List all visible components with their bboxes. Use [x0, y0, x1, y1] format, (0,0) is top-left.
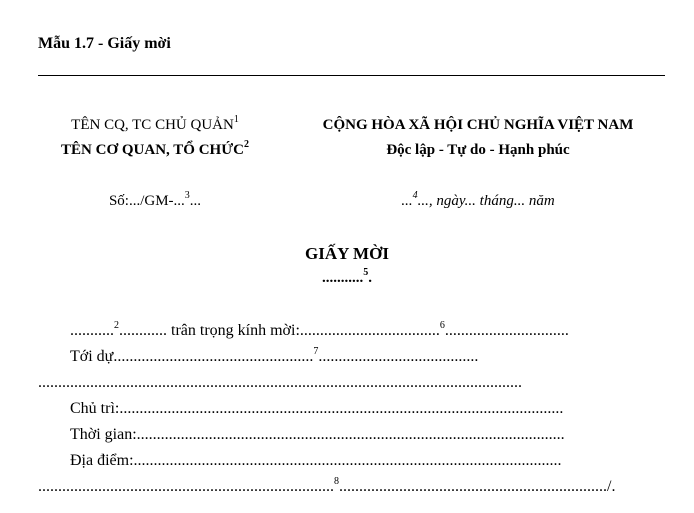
footnote-7: 7	[313, 345, 319, 357]
date-suffix: ..., ngày... tháng... năm	[417, 193, 555, 209]
subtitle-right: .	[368, 270, 372, 286]
form-code: Mẫu 1.7 - Giấy mời	[38, 35, 171, 52]
national-motto: Độc lập - Tự do - Hạnh phúc	[386, 142, 570, 158]
document-title: GIẤY MỜI	[305, 244, 389, 263]
agency-line	[40, 139, 270, 159]
footnote-3: 3	[184, 190, 190, 201]
document-subtitle	[0, 267, 694, 287]
chair-line: Chủ trì:...............................................................................................................	[70, 400, 564, 417]
document-date	[288, 190, 668, 210]
invite-phrase: ............ trân trọng kính mời:...................................	[119, 322, 440, 339]
invitee-blank: ...............................	[444, 322, 569, 339]
closing-line	[38, 475, 616, 496]
closing-blank-a: ..........................................................................	[38, 478, 334, 495]
time-line: Thời gian:...........................................................................................................	[70, 426, 565, 443]
event-blank: ........................................	[318, 348, 479, 365]
event-continuation-line: .........................................................................................................................	[38, 374, 522, 391]
agency-label: TÊN CƠ QUAN, TỔ CHỨC	[61, 142, 244, 158]
invitation-line	[70, 319, 569, 340]
header-divider	[38, 75, 665, 76]
number-prefix: Số:.../GM-...	[108, 193, 185, 209]
event-label: Tới dự..................................................	[70, 348, 314, 365]
footnote-4: 4	[412, 190, 418, 201]
date-prefix: ...	[401, 193, 413, 209]
footnote-8: 8	[334, 475, 339, 487]
subtitle-left: ...........	[322, 270, 364, 286]
number-suffix: ...	[189, 193, 202, 209]
footnote-2-body: 2	[114, 319, 119, 331]
national-title: CỘNG HÒA XÃ HỘI CHỦ NGHĨA VIỆT NAM	[322, 117, 634, 133]
footnote-1: 1	[233, 114, 239, 125]
footnote-5: 5	[363, 267, 369, 278]
document-number	[40, 190, 270, 210]
event-line	[70, 345, 479, 366]
parent-agency-label: TÊN CQ, TC CHỦ QUẢN	[71, 117, 234, 133]
inviter-blank: ...........	[70, 322, 114, 339]
footnote-6: 6	[439, 319, 445, 331]
parent-agency-line	[40, 114, 270, 134]
footnote-2: 2	[243, 139, 249, 150]
location-line: Địa điểm:...........................................................................................................	[70, 452, 562, 469]
closing-blank-b: .................................................................../.	[339, 478, 616, 495]
